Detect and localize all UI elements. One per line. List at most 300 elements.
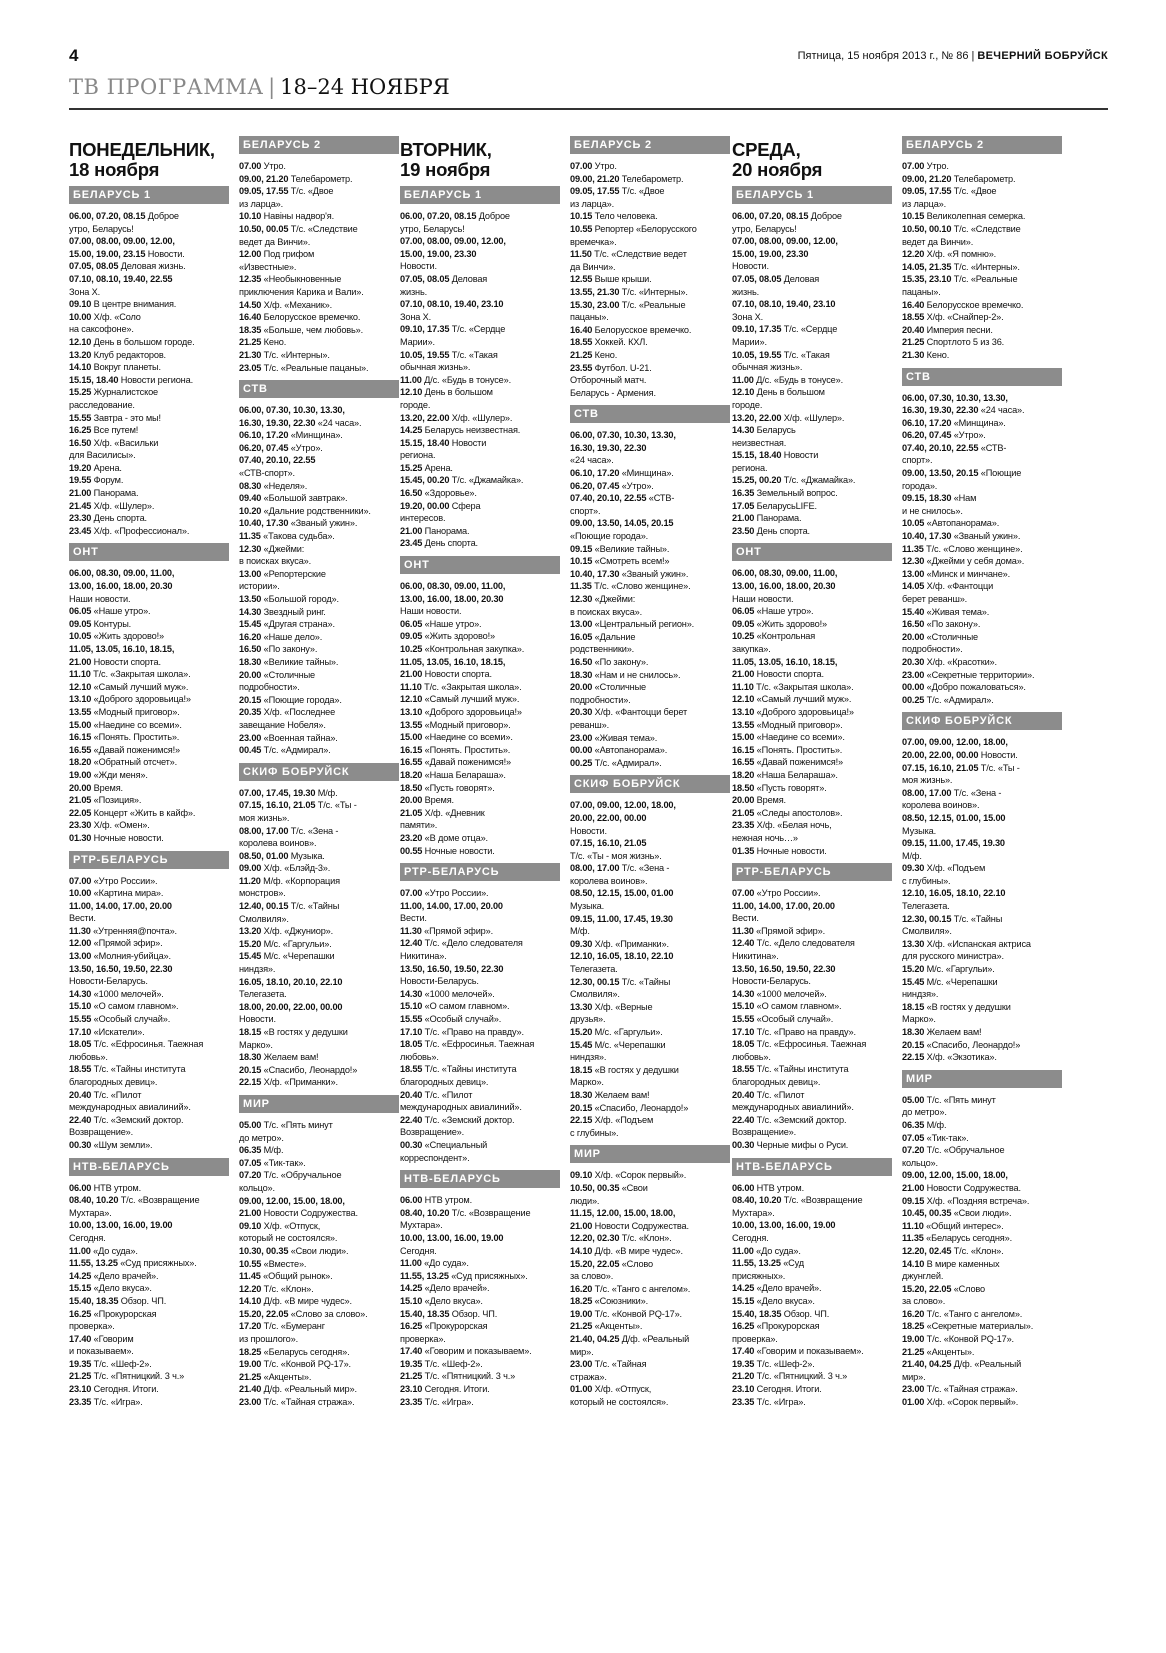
program-time: 12.10 [732, 694, 755, 705]
schedule-line [902, 1051, 1062, 1064]
program-title: Арена. [93, 462, 122, 473]
program-title: Т/с. «Конвой PQ-17». [926, 1334, 1014, 1345]
program-title: «1000 мелочей». [93, 988, 164, 999]
program-time: 17.05 [732, 500, 755, 511]
schedule-line [69, 1013, 229, 1026]
program-time: 12.55 [570, 274, 593, 285]
schedule-line [69, 437, 229, 450]
program-time: 21.40, 04.25 [570, 1334, 620, 1345]
program-title: Возвращение». [400, 1127, 465, 1138]
schedule-line [902, 1195, 1062, 1208]
program-title: за слово». [902, 1296, 946, 1307]
program-title: М/с. «Черепашки [594, 1039, 666, 1050]
schedule-line [239, 1076, 399, 1089]
schedule-line [69, 1114, 229, 1127]
channel-header: СТВ [902, 368, 1062, 386]
program-title: Т/с. «Пять минут [926, 1094, 996, 1105]
schedule-line [570, 311, 730, 324]
program-title: «Джейми: [263, 543, 305, 554]
schedule-line [902, 223, 1062, 236]
program-time: 16.20 [239, 631, 262, 642]
program-title: «Великие тайны». [594, 543, 670, 554]
program-time: 20.00, 22.00, 00.00 [570, 812, 647, 823]
program-time: 18.20 [400, 769, 423, 780]
schedule-line [902, 862, 1062, 875]
program-time: 09.15, 18.30 [902, 493, 952, 504]
program-title: «Утро». [953, 430, 986, 441]
schedule-line [239, 681, 399, 694]
program-title: Т/с. «Игра». [424, 1396, 474, 1407]
program-title: «Автопанорама». [594, 745, 668, 756]
program-title: Доброе [478, 211, 510, 221]
schedule-line [902, 299, 1062, 312]
program-title: Беларусь [756, 425, 796, 436]
program-title: Т/с. «Обручальное [263, 1170, 342, 1181]
program-time: 23.30 [69, 820, 92, 831]
program-time: 22.40 [400, 1114, 423, 1125]
schedule-line [69, 323, 229, 336]
program-title: «24 часа». [570, 455, 614, 466]
program-title: «Прямой эфир». [93, 938, 163, 949]
schedule-line [570, 593, 730, 606]
schedule-line [239, 976, 399, 989]
program-time: 13.50 [239, 594, 262, 604]
program-title: Т/с. «Двое [290, 186, 334, 197]
schedule-line [732, 399, 892, 412]
program-title: Наши новости. [732, 593, 794, 604]
program-title: «Неделя». [263, 480, 308, 491]
program-time: 12.10, 16.05, 18.10, 22.10 [902, 888, 1006, 899]
program-title: Беларусь - Армения. [570, 387, 656, 398]
schedule-line [69, 424, 229, 437]
program-title: Х/ф. «Белая ночь, [756, 820, 832, 831]
program-time: 09.15, 11.00, 17.45, 19.30 [570, 913, 673, 924]
schedule-line [570, 173, 730, 186]
channel-header: БЕЛАРУСЬ 2 [570, 136, 730, 154]
program-time: 21.05 [69, 795, 92, 806]
program-time: 11.15, 12.00, 15.00, 18.00, [570, 1208, 676, 1219]
schedule-line [902, 417, 1062, 430]
program-time: 15.20, 22.05 [239, 1308, 289, 1319]
program-title: мир». [570, 1346, 594, 1357]
program-title: за слово». [570, 1271, 614, 1282]
program-time: 14.30 [732, 988, 755, 999]
schedule-line [239, 1270, 399, 1283]
program-title: Т/с. «Ты - моя жизнь». [570, 850, 662, 861]
schedule-line [732, 512, 892, 525]
program-time: 20.40 [732, 1089, 755, 1100]
program-time: 21.45 [69, 500, 92, 511]
schedule-line [400, 900, 560, 913]
schedule-line [570, 1182, 730, 1195]
schedule-line [69, 1396, 229, 1409]
schedule-line [400, 1245, 560, 1258]
program-title: Т/с. «Адмирал». [263, 745, 331, 756]
program-title: Т/с. «Пилот [93, 1089, 142, 1100]
schedule-line [400, 1000, 560, 1013]
program-time: 06.20, 07.45 [902, 430, 952, 441]
program-title: «Особый случай». [756, 1014, 834, 1025]
schedule-line [902, 505, 1062, 518]
column-wednesday-extra [902, 136, 1062, 1636]
schedule-line [400, 832, 560, 845]
schedule-line [902, 286, 1062, 299]
program-time: 11.50 [570, 249, 592, 260]
schedule-line [239, 480, 399, 493]
schedule-line [400, 323, 560, 336]
program-title: Д/ф. «Реальный мир». [263, 1384, 357, 1395]
program-time: 09.15, 11.00, 17.45, 19.30 [902, 838, 1005, 849]
program-time: 11.55, 13.25 [69, 1258, 118, 1269]
program-time: 15.15, 18.40 [69, 374, 119, 385]
schedule-line [570, 850, 730, 863]
program-time: 16.40 [570, 324, 593, 335]
program-title: Т/с. «Пятницкий. 3 ч.» [424, 1371, 516, 1382]
program-time: 06.00, 07.30, 10.30, 13.30, [570, 430, 676, 441]
program-title: «Позиция». [93, 795, 142, 806]
program-time: 16.50 [902, 619, 925, 630]
schedule-line [902, 336, 1062, 349]
schedule-line [902, 593, 1062, 606]
program-title: проверка». [400, 1333, 446, 1344]
schedule-line [69, 1308, 229, 1321]
channel-header: ОНТ [400, 556, 560, 574]
program-title: «Наедине со всеми». [756, 732, 845, 743]
program-time: 07.05 [239, 1157, 262, 1168]
program-time: 10.00 [69, 888, 92, 899]
schedule-line [69, 1370, 229, 1383]
program-title: «Поющие города». [263, 694, 342, 705]
schedule-line [902, 787, 1062, 800]
program-title: Т/с. «Интерны». [621, 286, 688, 297]
program-title: Т/с. «Земский доктор. [93, 1114, 184, 1125]
schedule-line [902, 749, 1062, 762]
program-time: 08.40, 10.20 [732, 1195, 782, 1206]
schedule-line [902, 875, 1062, 888]
program-title: «Беларусь сегодня». [926, 1233, 1012, 1244]
schedule-line [570, 1320, 730, 1333]
program-time: 15.10 [732, 1001, 755, 1012]
schedule-line [239, 336, 399, 349]
schedule-list [239, 1119, 399, 1409]
program-title: Телегазета. [570, 964, 618, 975]
schedule-line [400, 819, 560, 832]
program-title: интересов. [400, 513, 446, 524]
schedule-line [570, 1245, 730, 1258]
section-title [69, 75, 450, 105]
program-time: 16.15 [400, 744, 423, 755]
schedule-line [400, 1207, 560, 1220]
program-title: «1000 мелочей». [424, 988, 495, 999]
schedule-line [400, 1232, 560, 1245]
program-time: 14.30 [400, 988, 423, 999]
program-title: любовь». [400, 1051, 439, 1062]
schedule-line [400, 925, 560, 938]
program-title: из ларца». [570, 198, 615, 209]
schedule-line [902, 988, 1062, 1001]
schedule-line [570, 505, 730, 518]
schedule-line [732, 567, 892, 580]
program-time: 23.10 [69, 1384, 92, 1395]
program-title: Спортлото 5 из 36. [926, 337, 1005, 348]
schedule-line [400, 693, 560, 706]
schedule-line [902, 669, 1062, 682]
schedule-line [400, 845, 560, 858]
program-title: Х/ф. «Шулер». [783, 412, 845, 423]
program-time: 18.20 [732, 769, 755, 780]
program-time: 18.30 [239, 1052, 262, 1063]
program-time: 15.45 [902, 976, 925, 987]
program-time: 07.05, 08.05 [400, 273, 450, 284]
program-title: Т/с. «Игра». [93, 1396, 143, 1407]
program-title: Т/с. «Следствие [953, 223, 1021, 234]
schedule-line [239, 1308, 399, 1321]
schedule-line [902, 530, 1062, 543]
schedule-line [902, 950, 1062, 963]
schedule-line [732, 630, 892, 643]
program-time: 13.30 [902, 938, 925, 949]
schedule-list [570, 799, 730, 1139]
schedule-line [902, 442, 1062, 455]
program-title: Т/с. «Ефросинья. Таежная [93, 1039, 204, 1050]
channel-header: МИР [570, 1145, 730, 1163]
schedule-line [902, 555, 1062, 568]
program-time: 16.40 [902, 299, 925, 310]
channel-header: ОНТ [732, 543, 892, 561]
schedule-line [732, 1358, 892, 1371]
program-time: 17.40 [732, 1346, 755, 1357]
program-title: НТВ утром. [93, 1182, 141, 1193]
program-title: Т/с. «Дело следователя [424, 938, 523, 949]
program-time: 10.25 [400, 644, 423, 654]
schedule-line [400, 1194, 560, 1207]
program-title: «Свои люди». [953, 1208, 1012, 1219]
schedule-line [570, 1295, 730, 1308]
program-time: 09.10, 17.35 [400, 324, 450, 335]
schedule-line [732, 731, 892, 744]
program-time: 11.00 [400, 1258, 422, 1269]
schedule-line [69, 900, 229, 913]
program-title: Наши новости. [400, 606, 462, 617]
schedule-line [732, 1245, 892, 1258]
schedule-line [239, 887, 399, 900]
schedule-line [732, 1051, 892, 1064]
schedule-line [69, 731, 229, 744]
schedule-line [400, 474, 560, 487]
program-title: Х/ф. «Дневник [424, 807, 485, 818]
program-time: 18.30 [570, 1089, 593, 1100]
schedule-line [69, 223, 229, 236]
program-time: 15.00 [400, 732, 423, 743]
schedule-line [902, 261, 1062, 274]
program-time: 13.00, 16.00, 18.00, 20.30 [732, 581, 836, 592]
program-title: Т/с. «Двое [621, 186, 665, 197]
column-monday-main [69, 136, 229, 1636]
program-title: «Прямой эфир». [424, 925, 493, 936]
schedule-line [400, 223, 560, 236]
schedule-line [400, 437, 560, 450]
program-time: 07.40, 20.10, 22.55 [902, 442, 979, 453]
program-title: Т/с. «Право на правду». [424, 1026, 524, 1037]
program-time: 23.05 [239, 362, 262, 373]
program-time: 10.00, 13.00, 16.00, 19.00 [400, 1232, 504, 1243]
program-title: Т/с. «Зена - [290, 825, 339, 836]
schedule-line [902, 198, 1062, 211]
program-time: 10.05 [902, 518, 925, 529]
schedule-line [732, 1139, 892, 1152]
program-title: «Доброго здоровьица!» [424, 706, 522, 717]
schedule-line [570, 732, 730, 745]
schedule-line [239, 248, 399, 261]
program-title: Д/ф. «Реальный [953, 1359, 1022, 1370]
schedule-line [570, 1396, 730, 1409]
schedule-line [69, 1245, 229, 1258]
program-time: 18.35 [239, 324, 262, 335]
schedule-line [732, 273, 892, 286]
program-time: 20.40 [69, 1089, 92, 1100]
program-title: расследование. [69, 399, 135, 410]
program-time: 11.55, 13.25 [400, 1270, 449, 1281]
program-title: Т/с. «Тайны института [93, 1064, 186, 1075]
program-title: Сегодня. [400, 1245, 437, 1256]
schedule-line [69, 210, 229, 223]
program-title: «Следы апостолов». [756, 807, 843, 818]
program-title: Смолвиля». [570, 989, 620, 1000]
program-title: «Контрольная [756, 631, 816, 642]
program-title: утро, Беларусь! [69, 223, 134, 234]
schedule-line [400, 374, 560, 387]
schedule-line [239, 1026, 399, 1039]
schedule-line [69, 399, 229, 412]
program-title: Т/с. «Пять минут [263, 1119, 333, 1130]
program-title: Т/с. «Джамайка». [783, 475, 856, 486]
program-title: Обзор. ЧП. [783, 1308, 830, 1319]
program-title: М/ф. [902, 850, 922, 861]
schedule-line [400, 1358, 560, 1371]
program-title: «Джейми у себя дома». [926, 556, 1025, 567]
program-time: 12.20 [902, 249, 925, 260]
program-time: 23.35 [732, 1396, 755, 1407]
program-title: Х/ф. «Шулер». [93, 500, 155, 511]
program-time: 21.25 [570, 1321, 593, 1332]
page-number: 4 [69, 46, 79, 65]
program-time: 13.00, 16.00, 18.00, 20.30 [69, 581, 173, 592]
schedule-line [400, 630, 560, 643]
schedule-line [902, 1169, 1062, 1182]
program-title: Т/с. «Конвой PQ-17». [594, 1308, 682, 1319]
program-time: 21.00 [570, 1220, 593, 1231]
program-title: Д/ф. «Реальный [621, 1334, 690, 1345]
schedule-line [239, 324, 399, 337]
schedule-list [570, 160, 730, 399]
program-time: 07.10, 08.10, 19.40, 23.10 [400, 299, 504, 310]
program-title: Т/с. «Ты - [980, 762, 1020, 773]
channel-header: СКИФ БОБРУЙСК [570, 775, 730, 793]
program-time: 23.35 [69, 1396, 92, 1407]
program-title: Телебарометр. [621, 173, 684, 184]
schedule-line [400, 1219, 560, 1232]
program-title: «Давай поженимся!» [424, 757, 511, 768]
program-title: Х/ф. «Подъем [926, 863, 986, 874]
program-title: «Утро России». [756, 888, 821, 899]
program-title: и не снилось». [902, 505, 963, 516]
schedule-line [732, 1194, 892, 1207]
schedule-line [400, 912, 560, 925]
schedule-line [570, 1333, 730, 1346]
program-title: Т/с. «Возвращение [120, 1195, 200, 1206]
schedule-line [69, 1320, 229, 1333]
program-title: Д/ф. «В мире чудес». [263, 1296, 352, 1307]
schedule-line [902, 429, 1062, 442]
schedule-line [570, 631, 730, 644]
program-title: корреспондент». [400, 1152, 470, 1163]
program-time: 09.15 [570, 543, 593, 554]
program-title: Новости Содружества. [263, 1208, 358, 1219]
schedule-line [732, 374, 892, 387]
schedule-line [400, 1333, 560, 1346]
program-time: 09.00, 21.20 [902, 173, 952, 184]
schedule-line [400, 988, 560, 1001]
channel-header: НТВ-БЕЛАРУСЬ [400, 1170, 560, 1188]
program-title: ниндзя». [902, 989, 939, 1000]
schedule-line [400, 1320, 560, 1333]
program-title: «Дальние родственники». [263, 505, 371, 516]
program-title: «Спасибо, Леонардо!» [263, 1064, 358, 1075]
program-time: 09.10 [570, 1170, 593, 1181]
schedule-line [239, 787, 399, 800]
program-title: «До суда». [93, 1245, 138, 1256]
program-title: «Жить здорово!» [424, 631, 495, 642]
program-title: Репортер «Белорусского [594, 223, 697, 234]
program-time: 10.55 [570, 223, 593, 234]
program-title: Д/с. «Будь в тонусе». [424, 374, 511, 385]
program-title: стража». [570, 1371, 607, 1382]
program-time: 10.15 [570, 211, 593, 222]
schedule-line [732, 1038, 892, 1051]
program-title: для Василисы». [69, 450, 136, 461]
schedule-line [239, 656, 399, 669]
program-title: Новости Содружества. [594, 1220, 689, 1231]
program-title: Т/с. «Закрытая школа». [756, 681, 854, 692]
schedule-line [732, 656, 892, 669]
program-title: городе. [400, 399, 431, 410]
program-time: 18.05 [732, 1039, 755, 1050]
schedule-line [732, 260, 892, 273]
schedule-line [400, 1257, 560, 1270]
schedule-line [400, 937, 560, 950]
schedule-line [902, 1144, 1062, 1157]
schedule-line [400, 210, 560, 223]
schedule-line [239, 1396, 399, 1409]
schedule-line [239, 568, 399, 581]
program-time: 00.55 [400, 845, 423, 856]
program-time: 16.25 [69, 425, 92, 436]
program-time: 11.35 [239, 531, 261, 542]
schedule-line [732, 1383, 892, 1396]
program-title: Т/с. «Клон». [263, 1283, 314, 1294]
channel-header: РТР-БЕЛАРУСЬ [400, 863, 560, 881]
program-title: Т/с. «Танго с ангелом». [926, 1308, 1023, 1319]
schedule-line [239, 1346, 399, 1359]
schedule-line [732, 298, 892, 311]
schedule-line [69, 769, 229, 782]
program-time: 21.00 [69, 656, 92, 667]
schedule-line [69, 668, 229, 681]
program-title: «Суд [783, 1258, 804, 1269]
program-title: «До суда». [756, 1245, 801, 1256]
schedule-line [400, 719, 560, 732]
program-time: 22.05 [69, 807, 92, 818]
